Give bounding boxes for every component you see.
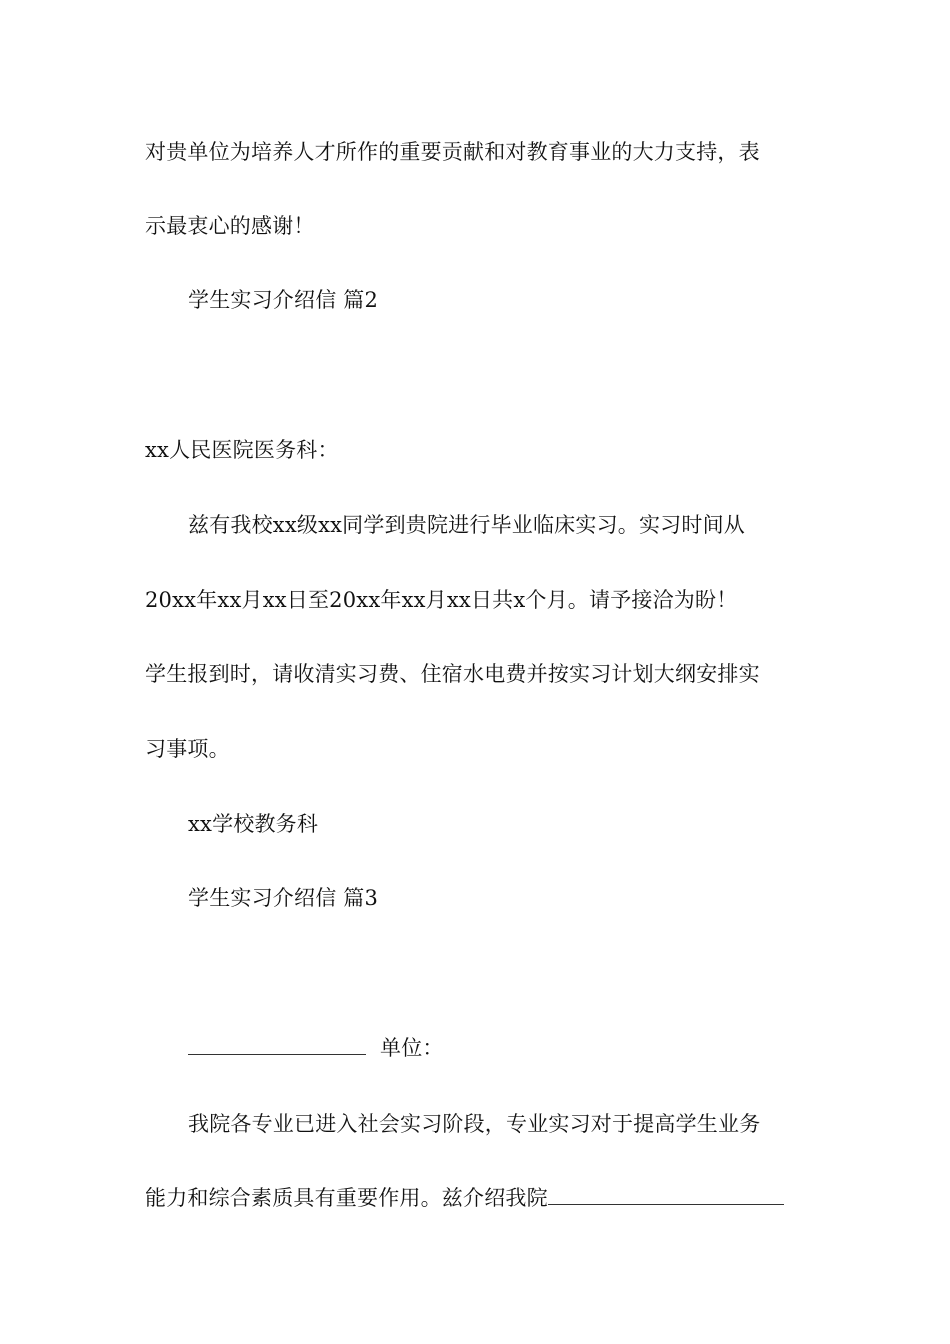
paragraph-line: 20xx年xx月xx日至20xx年xx月xx日共x个月。请予接洽为盼！	[145, 588, 738, 612]
paragraph-line: 学生报到时，请收清实习费、住宿水电费并按实习计划大纲安排实	[145, 662, 760, 686]
section-heading: 学生实习介绍信 篇3	[188, 886, 379, 910]
paragraph-line: 我院各专业已进入社会实习阶段，专业实习对于提高学生业务	[188, 1112, 761, 1136]
paragraph-line: 兹有我校xx级xx同学到贵院进行毕业临床实习。实习时间从	[188, 513, 745, 537]
fill-in-blank	[548, 1186, 784, 1205]
fill-in-blank	[188, 1036, 366, 1055]
letter-salutation: xx人民医院医务科：	[145, 438, 339, 462]
section-heading: 学生实习介绍信 篇2	[188, 288, 379, 312]
paragraph-line: 示最衷心的感谢！	[145, 214, 315, 238]
letter-signature: xx学校教务科	[188, 812, 319, 836]
salutation-suffix: 单位：	[380, 1036, 444, 1060]
paragraph-line: 习事项。	[145, 737, 230, 761]
paragraph-line	[145, 1184, 784, 1212]
letter-salutation	[188, 1034, 444, 1062]
paragraph-text: 能力和综合素质具有重要作用。兹介绍我院	[145, 1186, 548, 1210]
paragraph-line: 对贵单位为培养人才所作的重要贡献和对教育事业的大力支持，表	[145, 140, 760, 164]
